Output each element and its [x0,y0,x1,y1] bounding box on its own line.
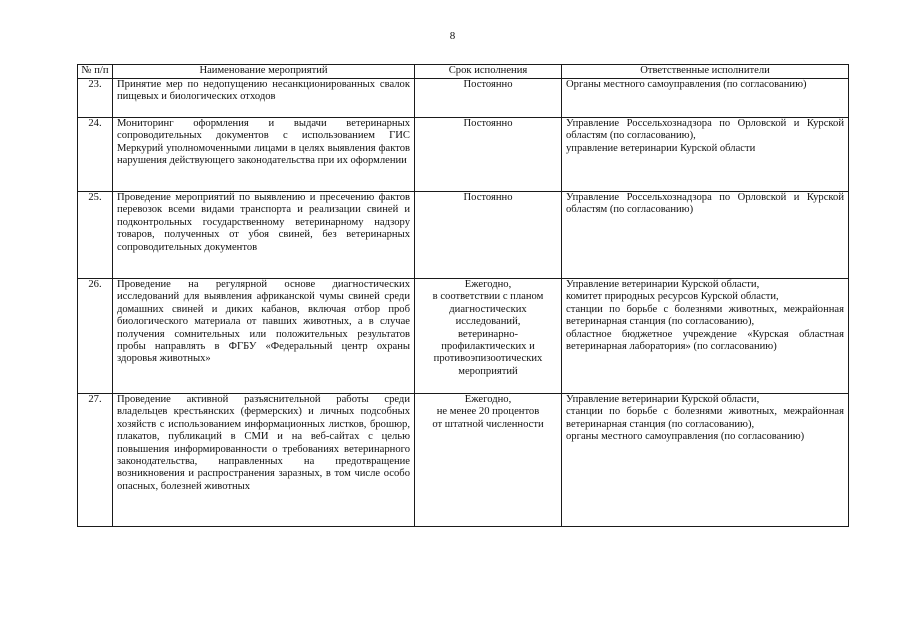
header-measure-name: Наименование мероприятий [113,65,415,79]
table-row [78,279,849,394]
responsible-entry: областное бюджетное учреждение «Курская областная ветеринарная лаборатория» (по согласованию) [566,328,844,353]
responsible-entry: Управление Россельхознадзора по Орловской и Курской областям (по согласованию) [566,192,844,216]
header-responsible: Ответственные исполнители [562,65,849,79]
page-number: 8 [449,30,456,42]
deadline-line: Ежегодно, [464,394,512,405]
deadline-line: профилактических и [441,341,535,353]
responsible-entry: Управление ветеринарии Курской области, [566,279,760,290]
table-header-row [78,65,849,79]
deadline-line: не менее 20 процентов [436,406,540,418]
responsible-cell [562,118,849,192]
deadline-cell [415,118,562,192]
row-number: 24. [78,118,113,192]
responsible-cell [562,192,849,279]
deadline-line: в соответствии с планом [432,291,544,303]
deadline-line: противоэпизоотических [433,353,543,365]
responsible-entry: станции по борьбе с болезнями животных, межрайонная ветеринарная станция (по согласованию), [566,303,844,328]
responsible-cell [562,279,849,394]
row-number: 27. [78,394,113,527]
table-row [78,118,849,192]
deadline-line: Постоянно [463,118,513,129]
measure-name: Проведение активной разъяснительной работы среди владельцев крестьянских (фермерских) и личных подсобных хозяйств с использованием информационных листков, брошюр, плакатов, публикаций в СМИ и на веб-сайтах с целью повышения информированности о требованиях ветеринарного законодательства, направленных на предотвращение возникновения и распространения заразных, в том числе особо опасных, болезней животных [113,394,415,527]
row-number: 26. [78,279,113,394]
table-row [78,394,849,527]
header-deadline: Срок исполнения [415,65,562,79]
measures-table [77,64,849,527]
deadline-line: мероприятий [458,365,518,377]
deadline-line: исследований, [455,316,521,328]
deadline-line: диагностических [449,303,527,315]
deadline-line: Постоянно [463,79,513,90]
responsible-cell [562,79,849,118]
deadline-line: ветеринарно- [457,328,519,340]
responsible-entry: станции по борьбе с болезнями животных, межрайонная ветеринарная станция (по согласованию), [566,406,844,430]
deadline-cell [415,394,562,527]
responsible-cell [562,394,849,527]
measure-name: Мониторинг оформления и выдачи ветеринарных сопроводительных документов с использованием ГИС Меркурий уполномоченными лицами в целях выявления фактов нарушения действующего законодательства при их оформлении [113,118,415,192]
row-number: 23. [78,79,113,118]
responsible-entry: Управление ветеринарии Курской области, [566,394,760,405]
measure-name: Принятие мер по недопущению несанкционированных свалок пищевых и биологических отходов [113,79,415,118]
responsible-entry: Управление Россельхознадзора по Орловской и Курской областям (по согласованию), [566,118,844,142]
deadline-line: Постоянно [463,192,513,203]
responsible-entry: комитет природных ресурсов Курской области, [566,291,779,303]
deadline-cell [415,192,562,279]
table-row [78,79,849,118]
deadline-cell [415,79,562,118]
measure-name: Проведение на регулярной основе диагностических исследований для выявления африканской чумы свиней среди домашних свиней и диких кабанов, включая отбор проб биологического материала от павших животных, а в случае получения сомнительных или положительных результатов пробы направлять в ФГБУ «Федеральный центр охраны здоровья животных» [113,279,415,394]
table-row [78,192,849,279]
deadline-line: от штатной численности [432,418,544,430]
measure-name: Проведение мероприятий по выявлению и пресечению фактов перевозок всеми видами транспорта и реализации свиней и подконтрольных государственному ветеринарному надзору товаров, полученных от убоя свиней, без ветеринарных сопроводительных документов [113,192,415,279]
deadline-line: Ежегодно, [464,279,512,290]
responsible-entry: управление ветеринарии Курской области [566,142,756,154]
row-number: 25. [78,192,113,279]
responsible-entry: органы местного самоуправления (по согласованию) [566,431,805,443]
header-number: № п/п [78,65,113,79]
responsible-entry: Органы местного самоуправления (по согласованию) [566,79,807,90]
deadline-cell [415,279,562,394]
